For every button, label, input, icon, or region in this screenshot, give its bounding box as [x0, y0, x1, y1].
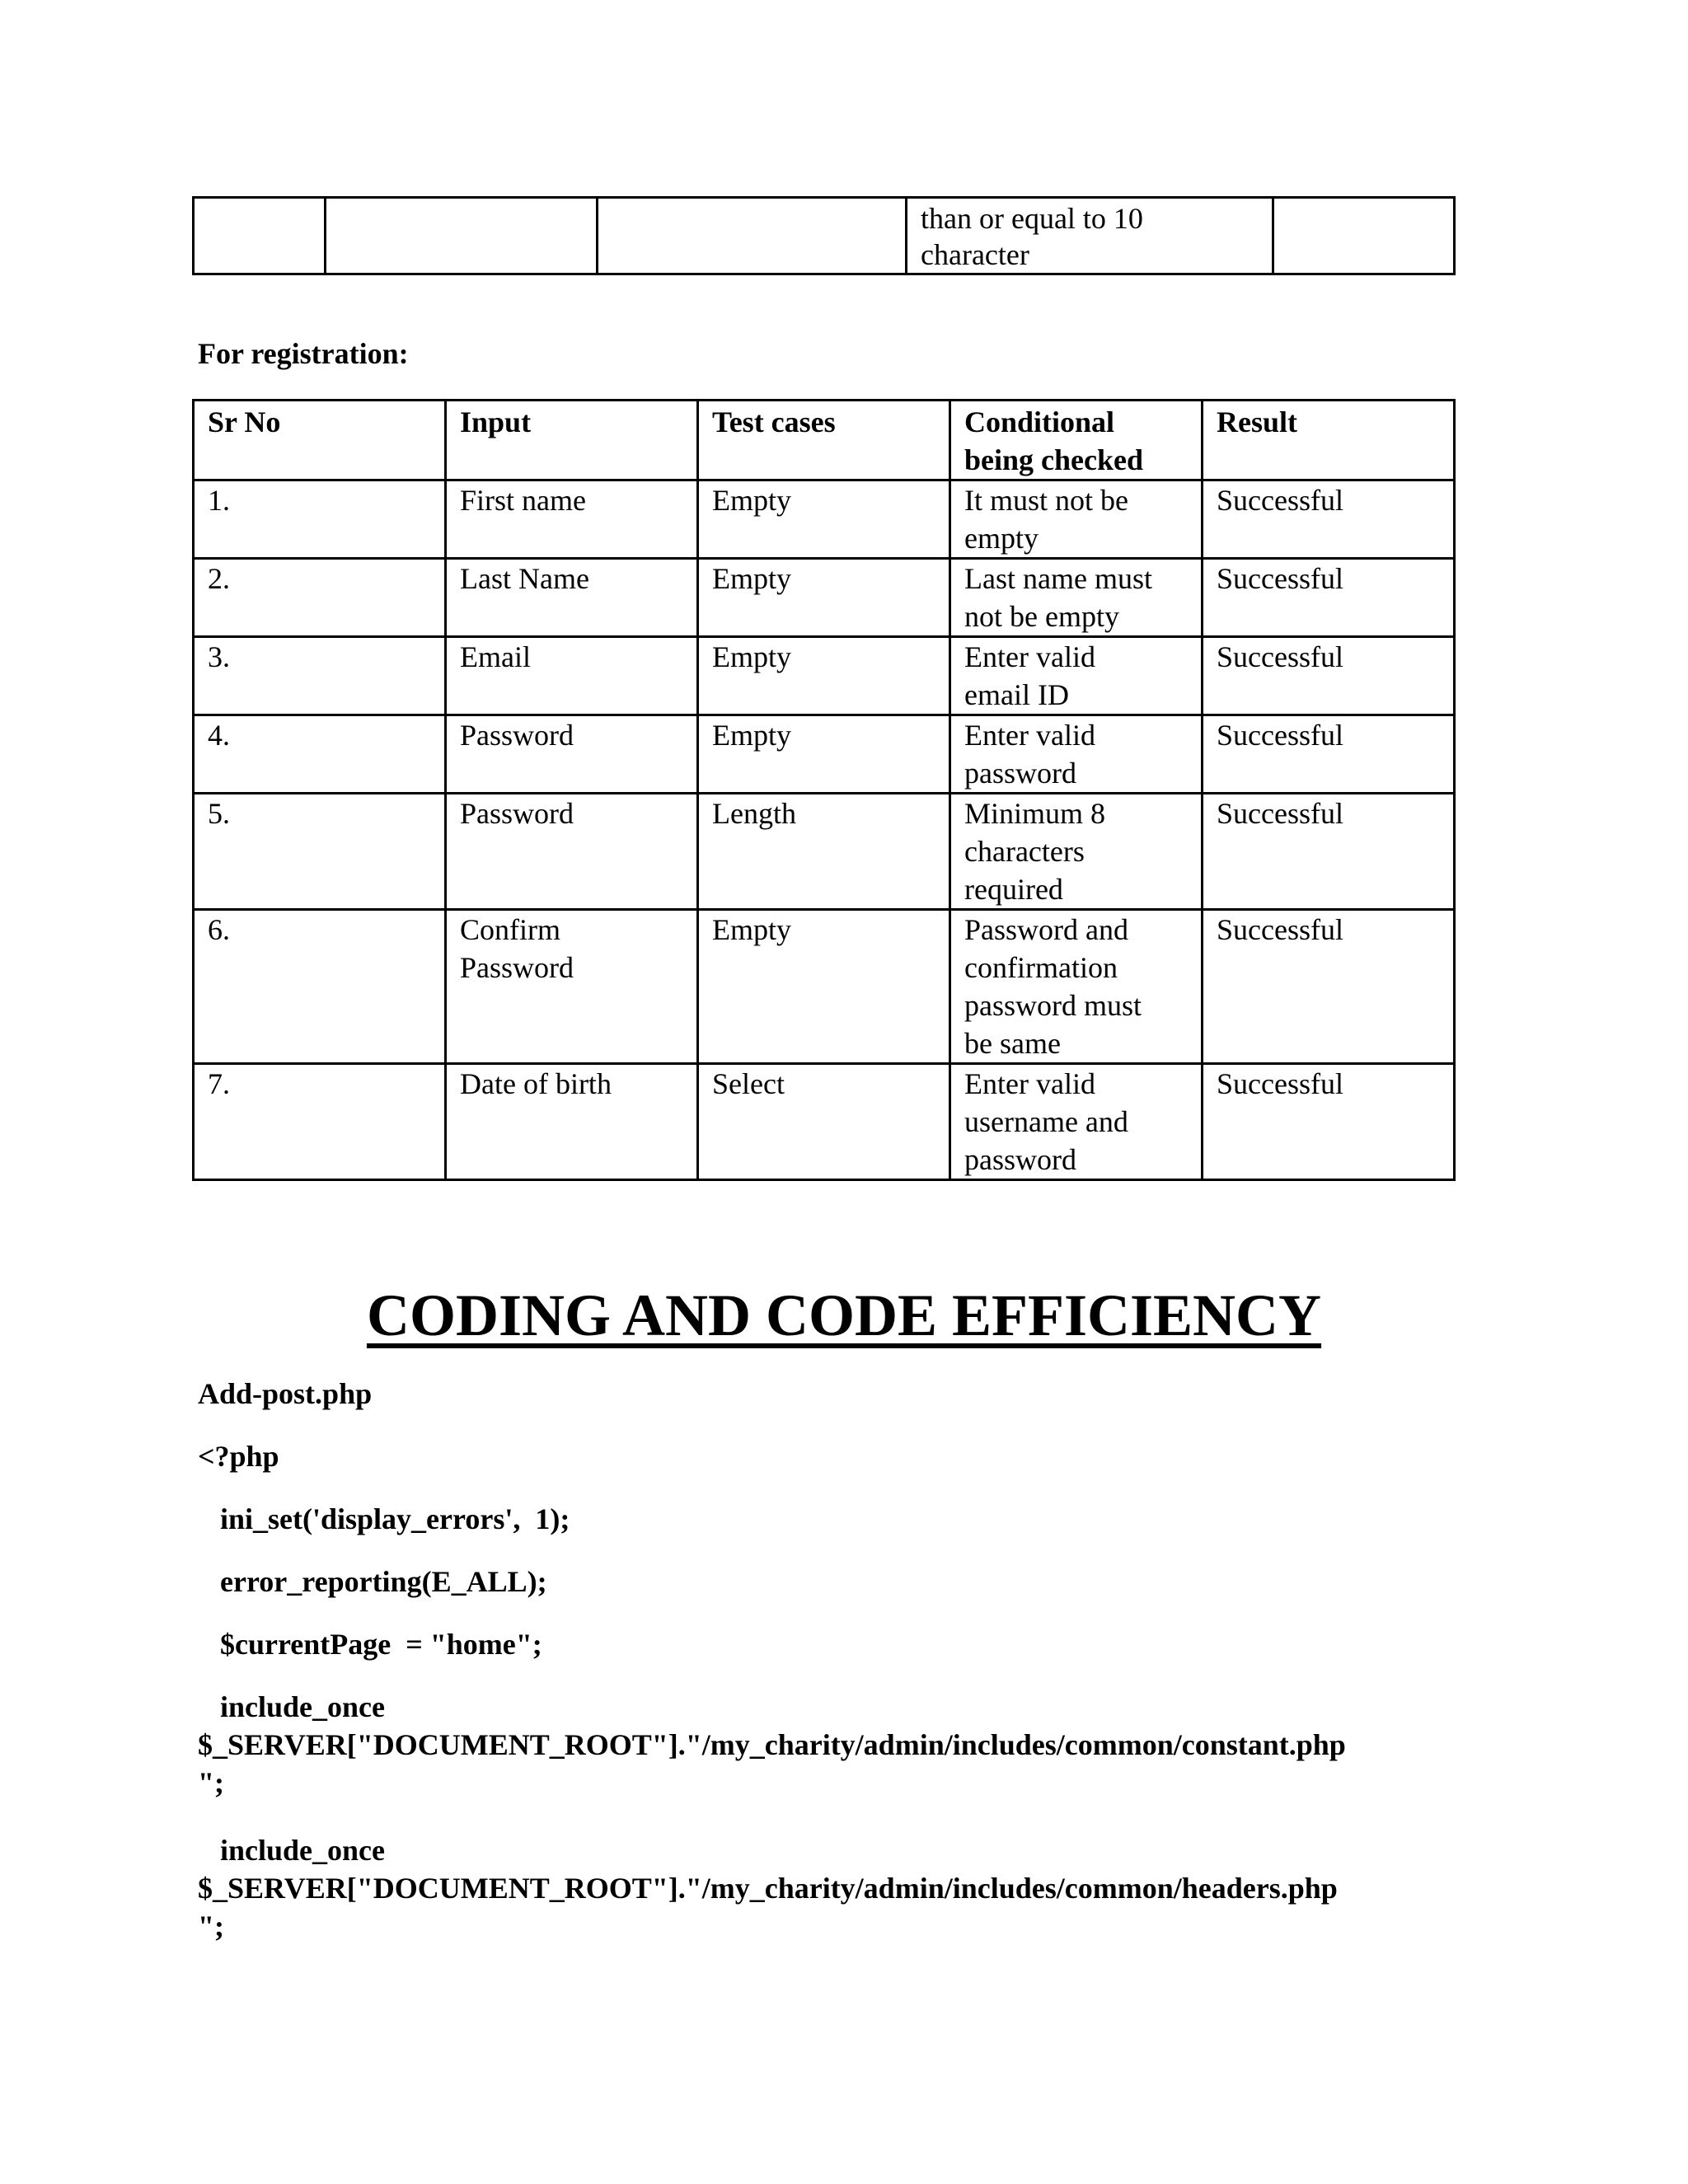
- table-cell: First name: [446, 480, 698, 559]
- table-cell: Select: [698, 1064, 950, 1180]
- table-cell: 4.: [194, 715, 446, 794]
- table-cell: Enter valid username and password: [950, 1064, 1203, 1180]
- table-cell: Email: [446, 637, 698, 715]
- table-row: [194, 910, 1455, 1064]
- table-cell: Successful: [1203, 559, 1455, 637]
- table-row: [194, 559, 1455, 637]
- table-row: [194, 637, 1455, 715]
- code-line: $currentPage = "home";: [198, 1628, 542, 1661]
- table-cell: 3.: [194, 637, 446, 715]
- continued-table: [192, 196, 1456, 275]
- code-line: error_reporting(E_ALL);: [198, 1565, 547, 1598]
- table-cell: [194, 198, 326, 274]
- registration-table: [192, 399, 1456, 1181]
- table-cell: 1.: [194, 480, 446, 559]
- code-file-name: Add-post.php: [198, 1377, 373, 1410]
- table-cell: 6.: [194, 910, 446, 1064]
- table-row: [194, 1064, 1455, 1180]
- column-header: Sr No: [194, 401, 446, 480]
- table-row: [194, 715, 1455, 794]
- registration-table-body: [194, 480, 1455, 1180]
- table-cell: [598, 198, 907, 274]
- column-header: Conditional being checked: [950, 401, 1203, 480]
- table-cell: 7.: [194, 1064, 446, 1180]
- table-cell: Last name must not be empty: [950, 559, 1203, 637]
- table-cell: 2.: [194, 559, 446, 637]
- table-row: [194, 794, 1455, 910]
- table-cell: Password: [446, 715, 698, 794]
- column-header: Test cases: [698, 401, 950, 480]
- table-cell: Empty: [698, 910, 950, 1064]
- table-cell: It must not be empty: [950, 480, 1203, 559]
- table-cell: Enter valid email ID: [950, 637, 1203, 715]
- table-cell: Empty: [698, 715, 950, 794]
- table-header-row: [194, 401, 1455, 480]
- code-line: include_once $_SERVER["DOCUMENT_ROOT"]."/my_charity/admin/includes/common/constant.php ";: [198, 1690, 1346, 1799]
- table-cell: Last Name: [446, 559, 698, 637]
- table-cell: Successful: [1203, 637, 1455, 715]
- section-heading: [0, 1282, 1688, 1350]
- table-cell: Empty: [698, 480, 950, 559]
- table-cell: Password and confirmation password must be same: [950, 910, 1203, 1064]
- code-line: include_once $_SERVER["DOCUMENT_ROOT"]."/my_charity/admin/includes/common/headers.php ";: [198, 1834, 1338, 1943]
- table-cell: Length: [698, 794, 950, 910]
- column-header: Input: [446, 401, 698, 480]
- table-cell: 5.: [194, 794, 446, 910]
- table-cell: Empty: [698, 559, 950, 637]
- table-cell: [1273, 198, 1455, 274]
- code-line: ini_set('display_errors', 1);: [198, 1502, 570, 1535]
- table-row: [194, 198, 1455, 274]
- table-cell: Successful: [1203, 715, 1455, 794]
- table-cell: Confirm Password: [446, 910, 698, 1064]
- table-cell: Successful: [1203, 910, 1455, 1064]
- table-cell: Successful: [1203, 794, 1455, 910]
- section-heading-text: CODING AND CODE EFFICIENCY: [366, 1282, 1322, 1348]
- table-cell: Empty: [698, 637, 950, 715]
- column-header: Result: [1203, 401, 1455, 480]
- table-cell: Minimum 8 characters required: [950, 794, 1203, 910]
- table-row: [194, 480, 1455, 559]
- table-cell: Password: [446, 794, 698, 910]
- registration-heading: For registration:: [198, 337, 409, 370]
- code-line: <?php: [198, 1440, 279, 1473]
- table-cell: Successful: [1203, 480, 1455, 559]
- table-cell: Successful: [1203, 1064, 1455, 1180]
- table-cell: Date of birth: [446, 1064, 698, 1180]
- table-cell: Enter valid password: [950, 715, 1203, 794]
- table-cell: than or equal to 10 character: [907, 198, 1273, 274]
- table-cell: [326, 198, 598, 274]
